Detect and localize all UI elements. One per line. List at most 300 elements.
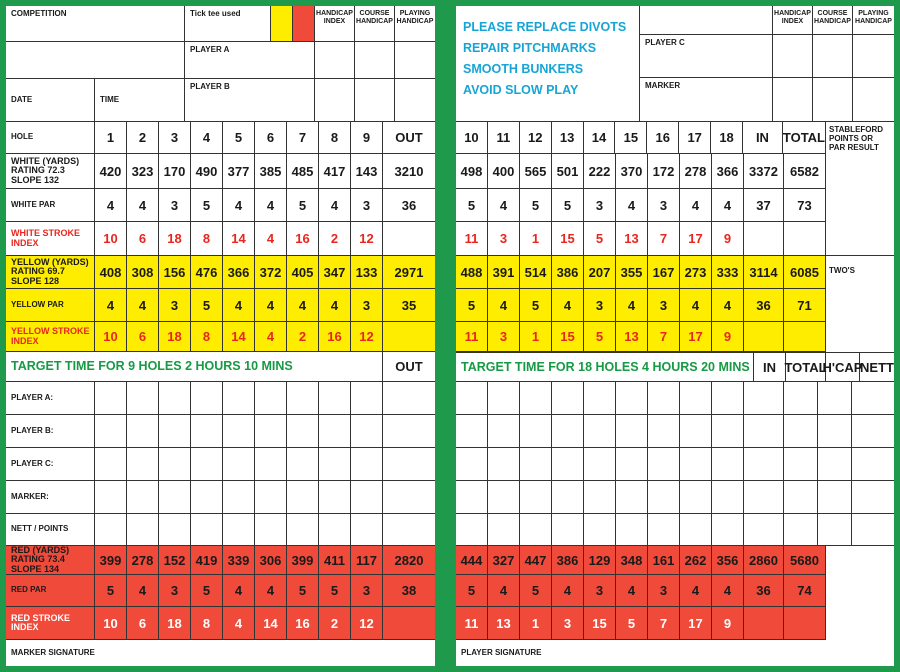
table-cell: 5 — [191, 189, 223, 221]
table-cell: 14 — [223, 222, 255, 255]
score-entry-cell[interactable] — [584, 514, 616, 545]
score-entry-cell[interactable] — [383, 448, 435, 480]
back-red-stroke-index-row — [456, 607, 826, 640]
score-entry-cell[interactable] — [853, 78, 894, 121]
table-cell: 498 — [456, 154, 488, 188]
empty-cell — [784, 607, 825, 639]
score-entry-cell[interactable] — [552, 481, 584, 513]
back-nine-card — [456, 6, 894, 666]
table-cell: 8 — [191, 607, 223, 639]
score-entry-cell[interactable] — [813, 78, 853, 121]
score-entry-cell[interactable] — [488, 382, 520, 414]
table-cell: 5 — [191, 575, 223, 606]
table-cell: 18 — [159, 322, 191, 351]
table-cell: PLAYER B: — [6, 415, 95, 447]
table-cell: 5 — [456, 189, 488, 221]
table-cell: 5 — [287, 575, 319, 606]
red-par-row — [6, 575, 435, 607]
table-cell[interactable]: PLAYER C — [640, 35, 773, 77]
table-cell: 3 — [584, 289, 616, 321]
red-tee-box[interactable] — [293, 6, 315, 41]
score-entry-cell[interactable] — [680, 514, 712, 545]
marker-score-row — [6, 481, 435, 514]
score-entry-cell[interactable] — [127, 514, 159, 545]
empty-cell — [744, 607, 784, 639]
score-entry-cell[interactable] — [853, 35, 894, 77]
date-row — [6, 78, 435, 122]
score-entry-cell[interactable] — [520, 448, 552, 480]
score-entry-cell[interactable] — [813, 35, 853, 77]
table-cell: 308 — [127, 256, 159, 288]
table-cell: 4 — [552, 289, 584, 321]
score-entry-cell[interactable] — [287, 415, 319, 447]
table-cell: 14 — [584, 122, 616, 153]
back-yellow-yards-row — [456, 256, 826, 289]
table-cell: OUT — [395, 130, 423, 145]
yellow-tee-box[interactable] — [271, 6, 293, 41]
table-cell: 4 — [255, 322, 287, 351]
back-hole-row — [456, 122, 826, 154]
score-entry-cell[interactable] — [552, 415, 584, 447]
table-cell: 3 — [159, 122, 191, 153]
empty-cell — [383, 222, 435, 255]
table-cell: 156 — [159, 256, 191, 288]
score-entry-cell[interactable] — [223, 382, 255, 414]
table-cell: 9 — [351, 122, 383, 153]
score-entry-cell[interactable] — [818, 514, 852, 545]
back-target-time: TARGET TIME FOR 18 HOLES 4 HOURS 20 MINS — [456, 353, 754, 381]
table-cell: 73 — [797, 197, 812, 213]
table-cell: 2 — [127, 122, 159, 153]
score-entry-cell[interactable] — [616, 481, 648, 513]
score-entry-cell[interactable] — [351, 415, 383, 447]
white-par-row — [6, 189, 435, 222]
score-entry-cell[interactable] — [191, 415, 223, 447]
score-entry-cell[interactable] — [456, 448, 488, 480]
score-entry-cell[interactable] — [159, 481, 191, 513]
table-cell: 4 — [616, 575, 648, 606]
table-cell[interactable]: MARKER — [640, 78, 773, 121]
table-cell: 306 — [255, 546, 287, 574]
player-a-score-row — [6, 382, 435, 415]
table-cell: 8 — [319, 122, 351, 153]
score-entry-cell[interactable] — [712, 514, 744, 545]
table-cell: 5 — [319, 575, 351, 606]
table-cell: 2 — [319, 607, 351, 639]
table-cell: 14 — [255, 607, 287, 639]
table-cell: 12 — [351, 322, 383, 351]
table-cell: 17 — [680, 222, 712, 255]
score-entry-cell[interactable] — [744, 448, 784, 480]
score-entry-cell[interactable] — [552, 514, 584, 545]
table-cell: 4 — [319, 189, 351, 221]
score-entry-cell[interactable] — [784, 514, 818, 545]
score-entry-cell[interactable] — [191, 448, 223, 480]
table-cell: 222 — [584, 154, 616, 188]
back-score-row-4 — [456, 481, 894, 514]
table-cell: 5 — [552, 189, 584, 221]
table-cell: 347 — [319, 256, 351, 288]
table-cell: 273 — [680, 256, 712, 288]
score-entry-cell[interactable] — [255, 514, 287, 545]
score-entry-cell[interactable] — [319, 415, 351, 447]
score-entry-cell[interactable] — [616, 382, 648, 414]
table-cell: 3 — [159, 189, 191, 221]
score-entry-cell[interactable] — [818, 382, 852, 414]
score-entry-cell[interactable] — [127, 448, 159, 480]
table-cell: 5 — [95, 575, 127, 606]
table-cell: 2 — [319, 222, 351, 255]
table-cell: 490 — [191, 154, 223, 188]
score-entry-cell[interactable] — [680, 448, 712, 480]
score-entry-cell[interactable] — [191, 514, 223, 545]
table-cell: 10 — [456, 122, 488, 153]
table-cell: 4 — [712, 575, 744, 606]
table-cell: 152 — [159, 546, 191, 574]
score-entry-cell[interactable] — [552, 448, 584, 480]
table-cell: 6085 — [790, 264, 819, 280]
table-cell: 4 — [319, 289, 351, 321]
empty-cell — [383, 607, 435, 639]
table-cell: 11 — [456, 607, 488, 639]
table-cell: 3 — [648, 575, 680, 606]
table-cell: WHITE PAR — [6, 189, 95, 221]
table-cell: 399 — [95, 546, 127, 574]
table-cell: 10 — [95, 607, 127, 639]
table-cell: 3 — [159, 575, 191, 606]
table-cell: 4 — [552, 575, 584, 606]
back-yellow-stroke-index-row — [456, 322, 826, 352]
score-entry-cell[interactable] — [95, 514, 127, 545]
score-entry-cell[interactable] — [584, 415, 616, 447]
table-cell: 170 — [159, 154, 191, 188]
competition-label: COMPETITION — [6, 6, 185, 41]
marker-row — [640, 78, 894, 122]
table-cell: 444 — [456, 546, 488, 574]
score-entry-cell[interactable] — [616, 415, 648, 447]
score-entry-cell[interactable] — [395, 79, 435, 121]
score-entry-cell[interactable] — [784, 448, 818, 480]
table-cell: 391 — [488, 256, 520, 288]
target-time: TARGET TIME FOR 9 HOLES 2 HOURS 10 MINS — [6, 352, 383, 381]
table-cell: 15 — [552, 222, 584, 255]
player-signature[interactable]: PLAYER SIGNATURE — [461, 647, 542, 657]
table-cell: 6 — [255, 122, 287, 153]
score-entry-cell[interactable] — [584, 448, 616, 480]
score-entry-cell[interactable] — [520, 415, 552, 447]
table-cell: 339 — [223, 546, 255, 574]
score-entry-cell[interactable] — [773, 35, 813, 77]
table-cell: 5 — [223, 122, 255, 153]
table-cell: 1 — [520, 607, 552, 639]
player-a-row — [6, 42, 435, 78]
score-entry-cell[interactable] — [680, 382, 712, 414]
table-cell: 17 — [679, 122, 711, 153]
table-cell: 476 — [191, 256, 223, 288]
score-entry-cell[interactable] — [712, 382, 744, 414]
score-entry-cell[interactable] — [255, 382, 287, 414]
score-entry-cell[interactable] — [648, 481, 680, 513]
table-cell: 4 — [287, 289, 319, 321]
back-red-par-row — [456, 575, 826, 607]
table-cell: 5 — [616, 607, 648, 639]
score-entry-cell[interactable] — [287, 448, 319, 480]
empty-cell — [784, 222, 825, 255]
score-entry-cell[interactable] — [319, 481, 351, 513]
table-cell: 419 — [191, 546, 223, 574]
table-cell: RED PAR — [6, 575, 95, 606]
score-entry-cell[interactable] — [159, 415, 191, 447]
score-entry-cell[interactable] — [648, 382, 680, 414]
table-cell: 3 — [488, 222, 520, 255]
score-entry-cell[interactable] — [744, 514, 784, 545]
score-entry-cell[interactable] — [488, 448, 520, 480]
table-cell: 11 — [456, 322, 488, 351]
score-entry-cell[interactable] — [852, 514, 894, 545]
table-cell: 4 — [712, 289, 744, 321]
score-entry-cell[interactable] — [95, 382, 127, 414]
score-entry-cell[interactable] — [488, 514, 520, 545]
table-cell: 3 — [351, 575, 383, 606]
score-entry-cell[interactable] — [351, 514, 383, 545]
table-cell: 1 — [520, 222, 552, 255]
score-entry-cell[interactable] — [616, 448, 648, 480]
yellow-yards-row — [6, 256, 435, 289]
score-entry-cell[interactable] — [255, 448, 287, 480]
score-entry-cell[interactable] — [818, 448, 852, 480]
course-handicap-header: COURSE HANDICAP — [355, 6, 395, 41]
table-cell: YELLOW PAR — [6, 289, 95, 321]
table-cell: 372 — [255, 256, 287, 288]
player-a-label[interactable]: PLAYER A — [185, 42, 315, 78]
table-cell: 3114 — [744, 256, 784, 288]
table-cell: 3 — [648, 189, 680, 221]
score-entry-cell[interactable] — [223, 514, 255, 545]
score-entry-cell[interactable] — [383, 382, 435, 414]
score-entry-cell[interactable] — [95, 448, 127, 480]
empty-cell — [383, 322, 435, 351]
score-entry-cell[interactable] — [127, 382, 159, 414]
score-entry-cell[interactable] — [648, 448, 680, 480]
score-entry-cell[interactable] — [456, 481, 488, 513]
table-cell: 262 — [680, 546, 712, 574]
table-cell: RED STROKE INDEX — [6, 607, 95, 639]
table-cell: 5 — [456, 575, 488, 606]
score-entry-cell[interactable] — [744, 415, 784, 447]
table-cell: 9 — [712, 607, 744, 639]
score-entry-cell[interactable] — [680, 415, 712, 447]
marker-signature[interactable]: MARKER SIGNATURE — [11, 647, 95, 657]
score-entry-cell[interactable] — [319, 448, 351, 480]
score-entry-cell[interactable] — [95, 415, 127, 447]
table-cell: TOTAL — [782, 130, 825, 145]
score-entry-cell[interactable] — [351, 481, 383, 513]
score-entry-cell[interactable] — [383, 514, 435, 545]
score-entry-cell[interactable] — [852, 481, 894, 513]
table-cell: 16 — [647, 122, 679, 153]
score-entry-cell[interactable] — [319, 382, 351, 414]
score-entry-cell[interactable] — [616, 514, 648, 545]
empty-cell — [744, 322, 784, 351]
score-entry-cell[interactable] — [456, 382, 488, 414]
score-entry-cell[interactable] — [784, 481, 818, 513]
table-cell: 386 — [552, 546, 584, 574]
table-cell: 3 — [488, 322, 520, 351]
table-cell: 377 — [223, 154, 255, 188]
score-entry-cell[interactable] — [255, 481, 287, 513]
table-cell: 161 — [648, 546, 680, 574]
back-score-row-5 — [456, 514, 894, 546]
table-cell: 2820 — [394, 552, 424, 568]
table-cell: 2860 — [744, 546, 784, 574]
player-signature-row — [456, 640, 894, 666]
table-cell: 36 — [744, 575, 784, 606]
red-stroke-index-row — [6, 607, 435, 640]
twos-box[interactable]: TWO'S — [829, 266, 855, 275]
score-entry-cell[interactable] — [351, 382, 383, 414]
player-b-score-row — [6, 415, 435, 448]
table-cell: 5 — [520, 289, 552, 321]
date-label[interactable]: DATE — [6, 79, 95, 121]
table-cell: HOLE — [6, 122, 95, 153]
table-cell: 4 — [680, 575, 712, 606]
score-entry-cell[interactable] — [159, 448, 191, 480]
table-cell: NETT / POINTS — [6, 514, 95, 545]
score-entry-cell[interactable] — [520, 382, 552, 414]
score-entry-cell[interactable] — [383, 481, 435, 513]
score-entry-cell[interactable] — [95, 481, 127, 513]
table-cell: 8 — [191, 222, 223, 255]
table-cell: 565 — [520, 154, 552, 188]
table-cell: 38 — [401, 583, 417, 598]
table-cell: 3 — [552, 607, 584, 639]
table-cell: 143 — [351, 154, 383, 188]
table-cell: 3 — [159, 289, 191, 321]
score-entry-cell[interactable] — [712, 448, 744, 480]
table-cell: 3372 — [744, 154, 784, 188]
table-cell: 7 — [648, 322, 680, 351]
table-cell: 18 — [159, 607, 191, 639]
score-entry-cell[interactable] — [818, 481, 852, 513]
score-entry-cell[interactable] — [680, 481, 712, 513]
score-entry-cell[interactable] — [383, 415, 435, 447]
score-entry-cell[interactable] — [584, 481, 616, 513]
table-cell: 501 — [552, 154, 584, 188]
score-entry-cell[interactable] — [355, 79, 395, 121]
table-cell: 5 — [584, 222, 616, 255]
table-cell: 11 — [488, 122, 520, 153]
score-entry-cell[interactable] — [355, 42, 395, 78]
table-cell: 4 — [127, 189, 159, 221]
score-entry-cell[interactable] — [287, 382, 319, 414]
table-cell: 17 — [680, 607, 712, 639]
score-entry-cell[interactable] — [520, 481, 552, 513]
stableford-box[interactable]: STABLEFORD POINTS OR PAR RESULT — [826, 122, 894, 256]
table-cell: 3 — [584, 189, 616, 221]
score-entry-cell[interactable] — [584, 382, 616, 414]
table-cell: 485 — [287, 154, 319, 188]
table-cell: 4 — [223, 189, 255, 221]
table-cell: 13 — [552, 122, 584, 153]
back-white-yards-row — [456, 154, 826, 189]
score-entry-cell[interactable] — [223, 448, 255, 480]
table-cell: 15 — [584, 607, 616, 639]
score-entry-cell[interactable] — [127, 415, 159, 447]
score-entry-cell[interactable] — [744, 481, 784, 513]
score-entry-cell[interactable] — [818, 415, 852, 447]
score-entry-cell[interactable] — [520, 514, 552, 545]
score-entry-cell[interactable] — [784, 415, 818, 447]
score-entry-cell[interactable] — [351, 448, 383, 480]
score-entry-cell[interactable] — [127, 481, 159, 513]
score-entry-cell[interactable] — [159, 514, 191, 545]
table-cell: 420 — [95, 154, 127, 188]
score-entry-cell[interactable] — [456, 415, 488, 447]
table-cell: 5680 — [790, 552, 819, 568]
score-entry-cell[interactable] — [852, 382, 894, 414]
score-entry-cell[interactable] — [255, 415, 287, 447]
score-entry-cell[interactable] — [773, 78, 813, 121]
score-entry-cell[interactable] — [552, 382, 584, 414]
score-entry-cell[interactable] — [744, 382, 784, 414]
table-cell: 13 — [488, 607, 520, 639]
table-cell: 18 — [159, 222, 191, 255]
score-entry-cell[interactable] — [488, 415, 520, 447]
table-cell: 4 — [680, 189, 712, 221]
right-header-row — [640, 6, 894, 35]
table-cell: 172 — [648, 154, 680, 188]
score-entry-cell[interactable] — [287, 514, 319, 545]
score-entry-cell[interactable] — [648, 514, 680, 545]
score-entry-cell[interactable] — [159, 382, 191, 414]
table-cell: 12 — [351, 607, 383, 639]
table-cell: 4 — [255, 289, 287, 321]
table-cell: NETT — [860, 359, 894, 375]
score-entry-cell[interactable] — [712, 481, 744, 513]
score-entry-cell[interactable] — [315, 42, 355, 78]
empty-cell — [6, 42, 185, 78]
score-entry-cell[interactable] — [191, 382, 223, 414]
score-entry-cell[interactable] — [315, 79, 355, 121]
score-entry-cell[interactable] — [852, 415, 894, 447]
score-entry-cell[interactable] — [712, 415, 744, 447]
table-cell: 4 — [95, 189, 127, 221]
table-cell: IN — [754, 353, 786, 381]
score-entry-cell[interactable] — [784, 382, 818, 414]
time-label[interactable]: TIME — [95, 79, 185, 121]
score-entry-cell[interactable] — [191, 481, 223, 513]
score-entry-cell[interactable] — [223, 481, 255, 513]
white-tee-box[interactable] — [249, 6, 271, 41]
front-nine-card — [6, 6, 435, 666]
marker-signature-row — [6, 640, 435, 666]
score-entry-cell[interactable] — [319, 514, 351, 545]
score-entry-cell[interactable] — [648, 415, 680, 447]
empty-cell — [744, 222, 784, 255]
score-entry-cell[interactable] — [395, 42, 435, 78]
table-cell: 400 — [488, 154, 520, 188]
table-cell: 12 — [520, 122, 552, 153]
score-entry-cell[interactable] — [852, 448, 894, 480]
player-b-label[interactable]: PLAYER B — [185, 79, 315, 121]
score-entry-cell[interactable] — [488, 481, 520, 513]
score-entry-cell[interactable] — [287, 481, 319, 513]
table-cell: 4 — [127, 575, 159, 606]
score-entry-cell[interactable] — [223, 415, 255, 447]
score-entry-cell[interactable] — [456, 514, 488, 545]
back-score-row-1 — [456, 382, 894, 415]
table-cell: 4 — [488, 289, 520, 321]
